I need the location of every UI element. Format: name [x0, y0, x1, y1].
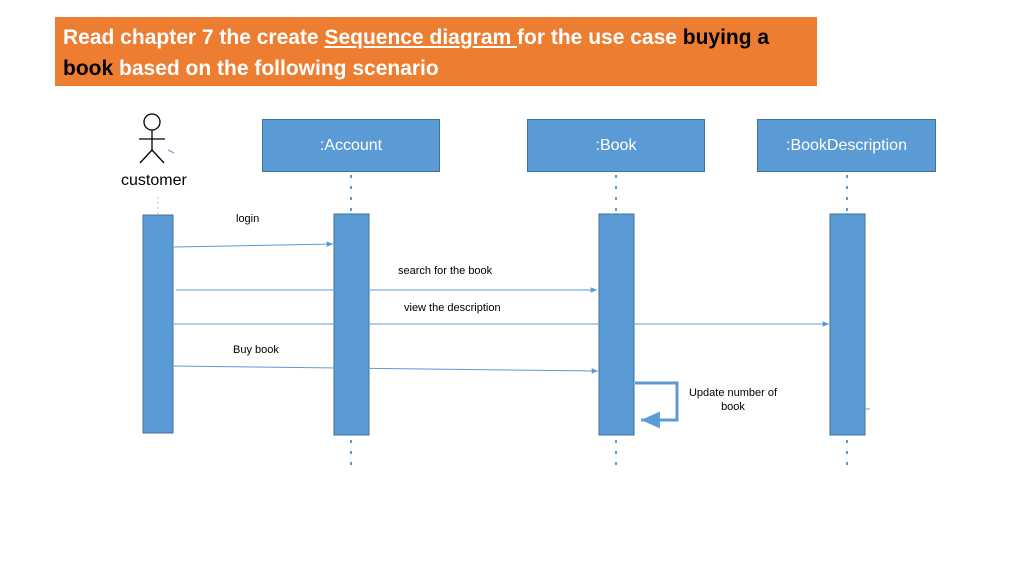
title-part-6: based on the following scenario — [113, 57, 439, 80]
stick-figure-icon — [139, 114, 165, 163]
activation-customer — [143, 215, 173, 433]
label-view-description: view the description — [404, 302, 501, 314]
message-self-update — [635, 383, 677, 420]
label-buy-book: Buy book — [233, 344, 279, 356]
label-search: search for the book — [398, 265, 493, 277]
title-part-2: Sequence diagram — [324, 26, 518, 49]
lifeline-bookdescription: :BookDescription — [757, 119, 936, 172]
lifeline-book: :Book — [527, 119, 705, 172]
small-mark — [168, 150, 174, 153]
message-buy-book — [174, 366, 598, 371]
title-part-1: Read chapter 7 the create — [63, 26, 325, 49]
label-login: login — [236, 213, 260, 225]
activation-bookdescription — [830, 214, 865, 435]
label-update-number: Update number of book — [688, 387, 778, 413]
lifeline-account: :Account — [262, 119, 440, 172]
message-login — [174, 244, 333, 247]
title-part-4: buying a — [682, 26, 770, 49]
title-part-5: book — [63, 57, 114, 80]
title-part-3: for the use case — [517, 26, 683, 49]
actor-label: customer — [121, 172, 187, 189]
